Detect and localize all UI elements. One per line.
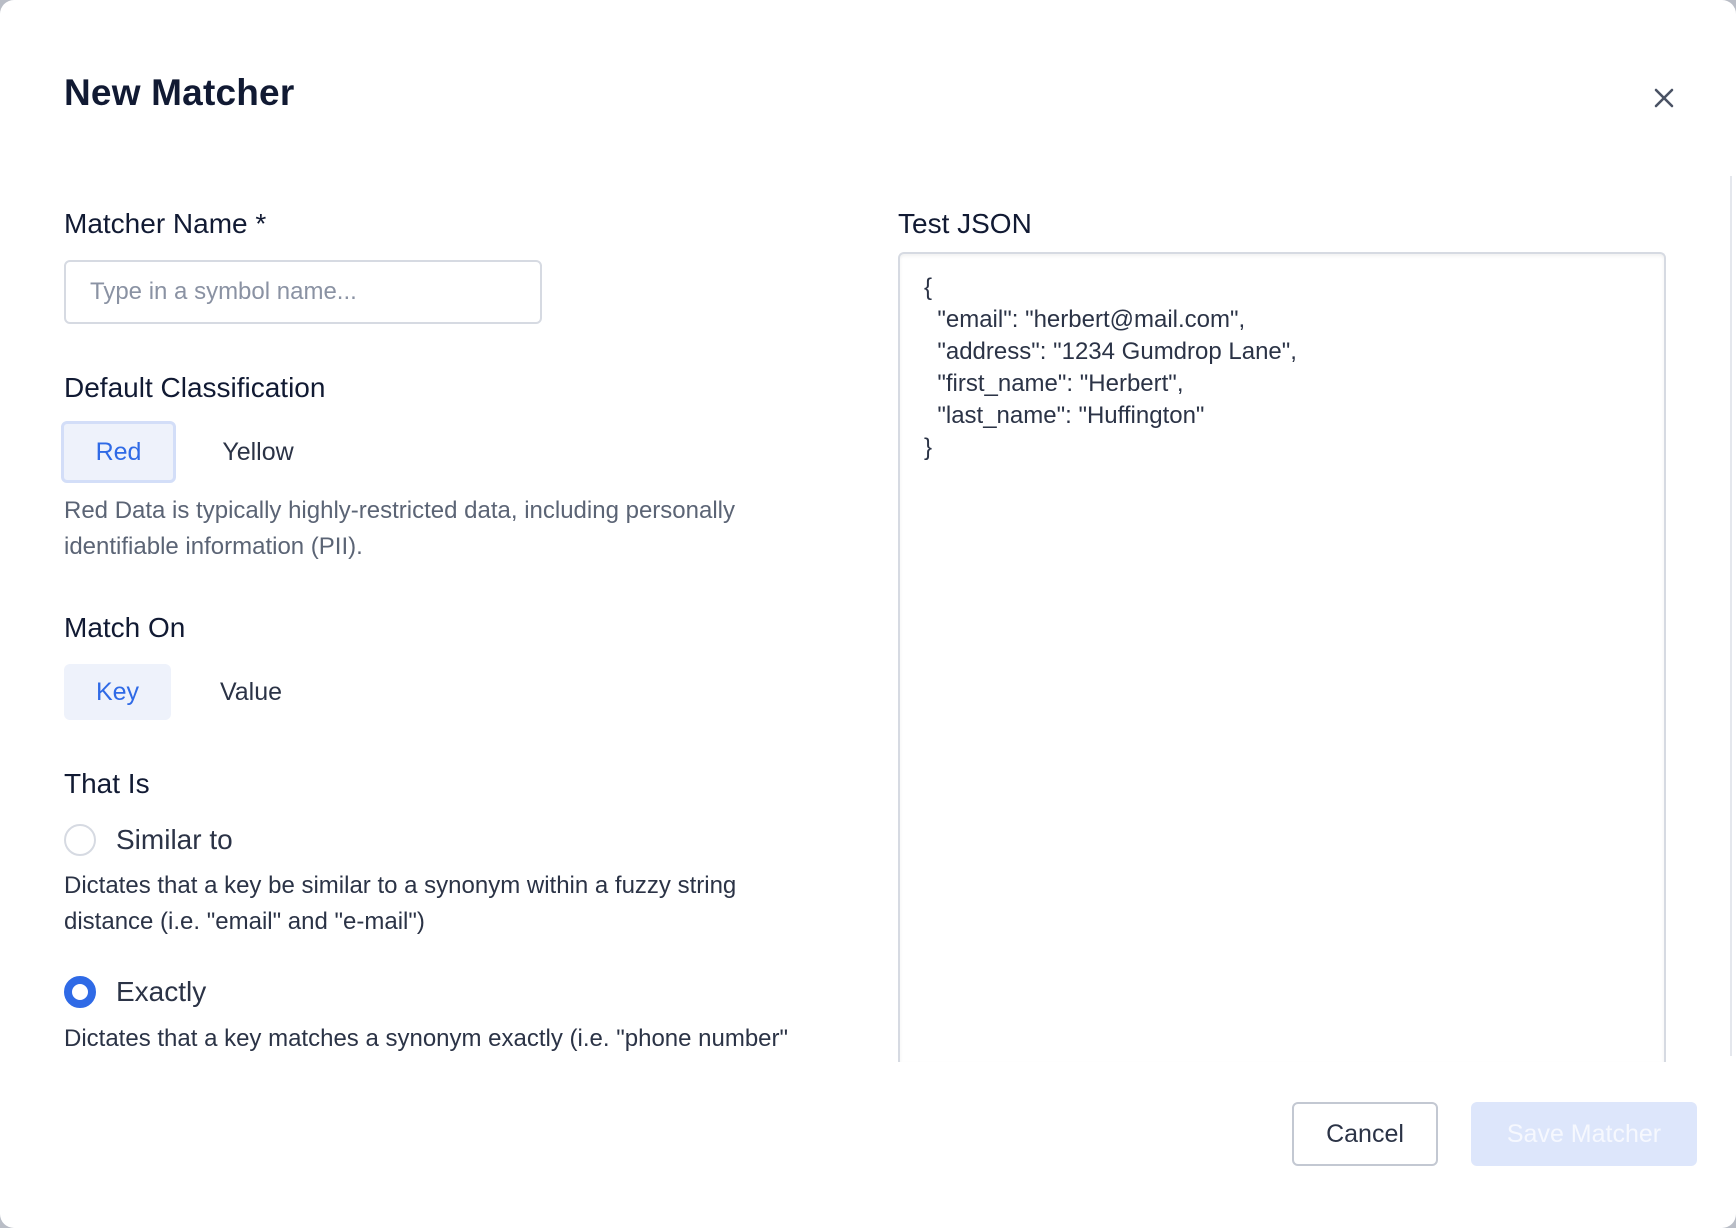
that-is-label: That Is [64, 768, 150, 799]
default-classification-label: Default Classification [64, 372, 326, 403]
cancel-button[interactable]: Cancel [1292, 1102, 1438, 1166]
radio-circle[interactable] [64, 824, 96, 856]
radio-similar-to-label: Similar to [116, 824, 233, 855]
exactly-description: Dictates that a key matches a synonym exactly (i.e. "phone number" [64, 1025, 789, 1052]
classification-red-button[interactable]: Red [61, 421, 176, 483]
classification-yellow-button[interactable]: Yellow [222, 437, 294, 466]
matcher-name-label: Matcher Name * [64, 208, 267, 239]
radio-circle-checked[interactable] [64, 976, 96, 1008]
match-on-label: Match On [64, 612, 186, 643]
match-on-value-button[interactable]: Value [219, 677, 283, 706]
save-matcher-button[interactable]: Save Matcher [1471, 1102, 1697, 1166]
classification-description: Red Data is typically highly-restricted data, including personally identifiable information (PII). [64, 497, 735, 560]
matcher-name-input[interactable] [64, 260, 542, 324]
scrollbar[interactable] [1730, 176, 1732, 1056]
similar-to-description: Dictates that a key be similar to a synonym within a fuzzy string distance (i.e. "email" and "e-mail") [64, 872, 737, 935]
modal-title: New Matcher [64, 72, 295, 113]
test-json-label: Test JSON [898, 208, 1032, 239]
close-button[interactable] [1644, 78, 1684, 118]
radio-exactly[interactable] [64, 976, 206, 1008]
match-on-key-button[interactable]: Key [64, 664, 171, 720]
close-icon [1653, 87, 1675, 109]
test-json-editor[interactable]: { "email": "herbert@mail.com", "address": "1234 Gumdrop Lane", "first_name": "Herbert", "last_name": "Huffington" } [898, 252, 1666, 1062]
radio-exactly-label: Exactly [116, 976, 207, 1007]
radio-similar-to[interactable] [64, 824, 233, 856]
